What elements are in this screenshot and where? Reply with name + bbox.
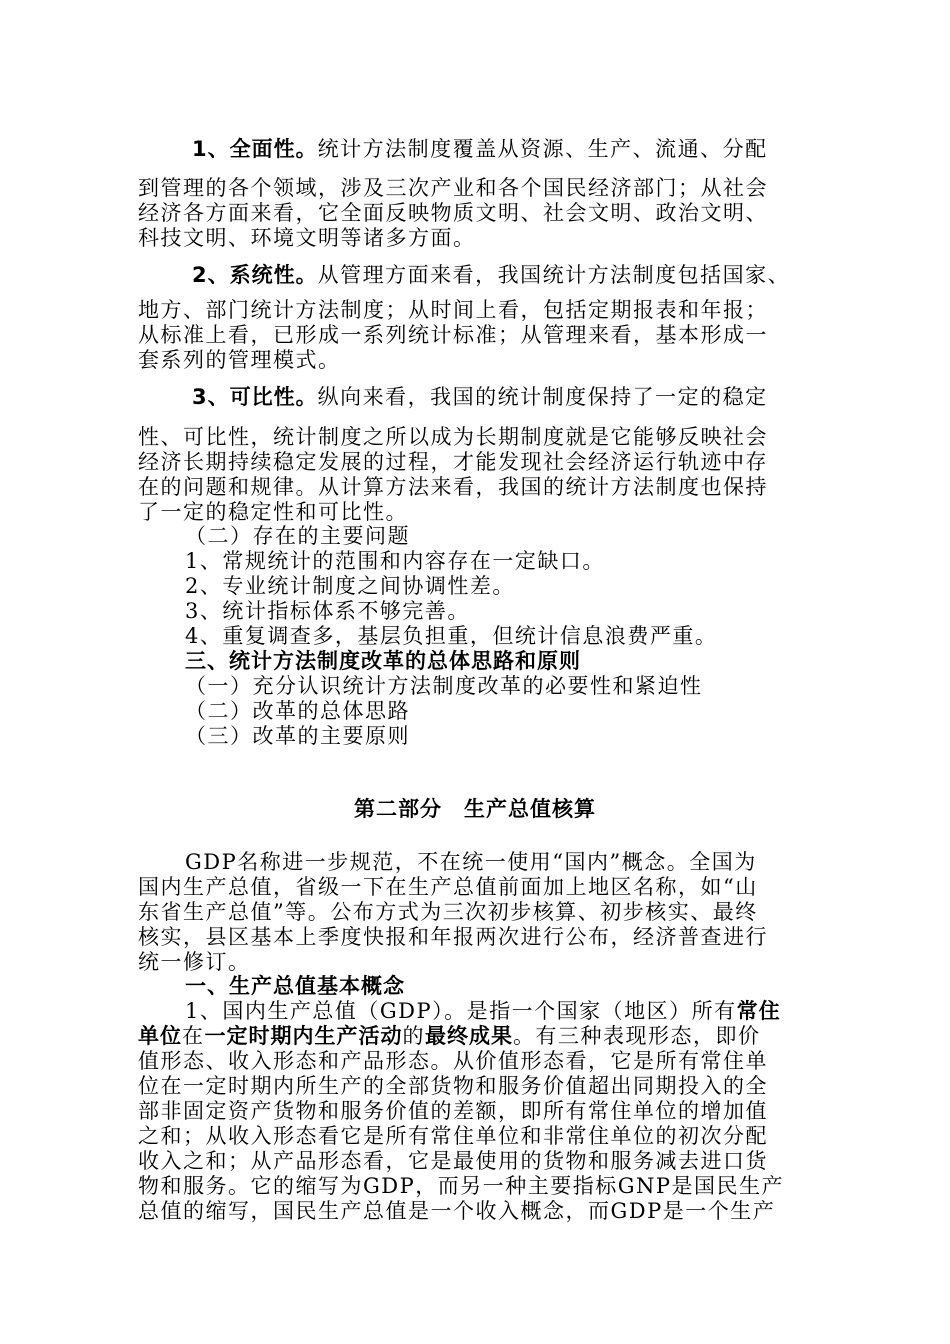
paragraph-line: 值形态、收入形态和产品形态。从价值形态看，它是所有常住单 xyxy=(138,1049,768,1073)
list-item: （一）充分认识统计方法制度改革的必要性和紧迫性 xyxy=(185,674,703,698)
emphasis-text: 单位 xyxy=(138,1024,182,1048)
list-item: 1、常规统计的范围和内容存在一定缺口。 xyxy=(185,549,605,573)
list-item: （二）改革的总体思路 xyxy=(185,699,410,723)
list-item: 4、重复调查多，基层负担重，但统计信息浪费严重。 xyxy=(185,624,718,648)
paragraph-heading: 3、可比性。 xyxy=(192,385,318,409)
paragraph-text: 从管理方面来看，我国统计方法制度包括国家、 xyxy=(317,263,791,287)
paragraph-line: 之和；从收入形态看它是所有常住单位和非常住单位的初次分配 xyxy=(138,1124,768,1148)
paragraph-line: 国内生产总值，省级一下在生产总值前面加上地区名称，如“山 xyxy=(138,875,758,899)
paragraph-line: 东省生产总值”等。公布方式为三次初步核算、初步核实、最终 xyxy=(138,900,758,924)
paragraph-line: 性、可比性，统计制度之所以成为长期制度就是它能够反映社会 xyxy=(138,425,768,449)
paragraph-line: 部非固定资产货物和服务价值的差额，即所有常住单位的增加值 xyxy=(138,1099,768,1123)
paragraph-line: 在的问题和规律。从计算方法来看，我国的统计方法制度也保持 xyxy=(138,475,768,499)
paragraph-line: 核实，县区基本上季度快报和年报两次进行公布，经济普查进行 xyxy=(138,925,768,949)
paragraph-line: 经济长期持续稳定发展的过程，才能发现社会经济运行轨迹中存 xyxy=(138,450,768,474)
paragraph-line xyxy=(192,137,768,162)
paragraph-line: 统一修订。 xyxy=(138,950,251,974)
emphasis-text: 常住 xyxy=(736,999,781,1023)
section-title: 三、统计方法制度改革的总体思路和原则 xyxy=(185,649,581,673)
paragraph-line xyxy=(192,385,768,410)
paragraph-line xyxy=(185,999,781,1024)
paragraph-line: 套系列的管理模式。 xyxy=(138,348,341,372)
paragraph-line: 收入之和；从产品形态看，它是最使用的货物和服务减去进口货 xyxy=(138,1149,768,1173)
list-item: 3、统计指标体系不够完善。 xyxy=(185,599,470,623)
paragraph-line: 了一定的稳定性和可比性。 xyxy=(138,500,408,524)
definition-text: 在 xyxy=(182,1024,205,1048)
paragraph-text: 统计方法制度覆盖从资源、生产、流通、分配 xyxy=(317,137,768,161)
list-item: （三）改革的主要原则 xyxy=(185,724,410,748)
paragraph-text: 纵向来看，我国的统计制度保持了一定的稳定 xyxy=(317,385,768,409)
paragraph-heading: 2、系统性。 xyxy=(192,263,318,287)
definition-text: 。有三种表现形态，即价 xyxy=(513,1024,761,1048)
paragraph-heading: 1、全面性。 xyxy=(192,137,318,161)
paragraph-line: 从标准上看，已形成一系列统计标准；从管理来看，基本形成一 xyxy=(138,323,768,347)
emphasis-text: 最终成果 xyxy=(425,1024,513,1048)
definition-text: 的 xyxy=(402,1024,425,1048)
emphasis-text: 一定时期内生产活动 xyxy=(204,1024,403,1048)
section-title: 一、生产总值基本概念 xyxy=(185,974,405,998)
list-item: 2、专业统计制度之间协调性差。 xyxy=(185,574,515,598)
paragraph-line xyxy=(138,1024,761,1049)
part-heading: 第二部分 生产总值核算 xyxy=(354,797,596,821)
paragraph-line: 经济各方面来看，它全面反映物质文明、社会文明、政治文明、 xyxy=(138,201,768,225)
paragraph-line: GDP名称进一步规范，不在统一使用“国内”概念。全国为 xyxy=(185,850,757,874)
paragraph-line: 到管理的各个领域，涉及三次产业和各个国民经济部门；从社会 xyxy=(138,176,768,200)
definition-text: 1、国内生产总值（GDP）。是指一个国家（地区）所有 xyxy=(185,999,737,1023)
paragraph-line: 物和服务。它的缩写为GDP，而另一种主要指标GNP是国民生产 xyxy=(138,1174,785,1198)
paragraph-line xyxy=(192,263,790,288)
section-subtitle: （二）存在的主要问题 xyxy=(185,524,410,548)
paragraph-line: 地方、部门统计方法制度；从时间上看，包括定期报表和年报； xyxy=(138,298,768,322)
paragraph-line: 位在一定时期内所生产的全部货物和服务价值超出同期投入的全 xyxy=(138,1074,768,1098)
paragraph-line: 总值的缩写，国民生产总值是一个收入概念，而GDP是一个生产 xyxy=(138,1199,776,1223)
paragraph-line: 科技文明、环境文明等诸多方面。 xyxy=(138,226,476,250)
